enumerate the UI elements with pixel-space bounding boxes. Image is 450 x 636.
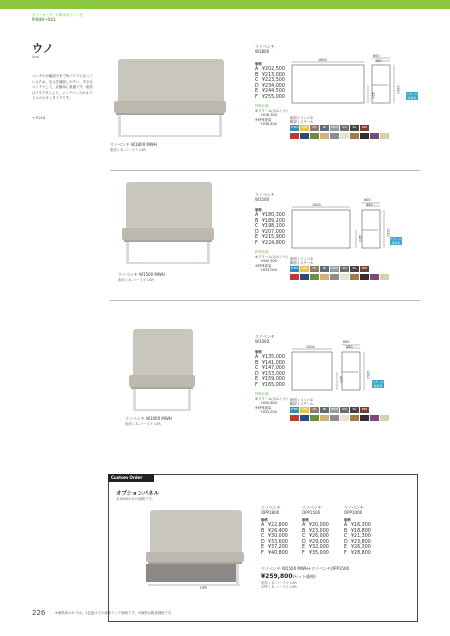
- item3-opt1: ※フラーム(ボルトナ): [255, 397, 288, 401]
- item3-badge: スチール塗装色: [372, 380, 384, 388]
- product-name: ウノ: [32, 42, 54, 55]
- opp1500-price-list: A ¥20,000 B ¥23,000 C ¥26,000 D ¥29,000 E ¥32,000 F ¥35,000: [302, 523, 329, 556]
- item2-opt2-value: +¥33,000: [260, 268, 277, 272]
- item2-color-swatches-bottom: [290, 274, 389, 280]
- item3-price-header: 価格: [255, 350, 262, 354]
- opp1000-price-list: A ¥16,300 B ¥18,800 C ¥21,300 D ¥23,800 E ¥26,300 F ¥28,800: [344, 523, 371, 556]
- item3-sub: 座面 / 本-コーヌケ LSR: [125, 422, 161, 426]
- item1-opt2-value: +¥36,400: [260, 122, 277, 126]
- opp1000-model: ウノベンチ: [344, 505, 364, 510]
- item2-spec2: 脚部 / スチール: [290, 261, 314, 265]
- item1-price-list: A ¥202,500 B ¥213,000 C ¥223,500 D ¥234,000 E ¥244,500 F ¥255,000: [255, 67, 285, 100]
- item3-dim-seat-height: 420: [339, 376, 344, 383]
- bench-w1000-image: [125, 325, 200, 415]
- item2-dim-seat-height: 420: [358, 235, 363, 242]
- item2-opt1-value: +¥40,500: [260, 259, 277, 263]
- item1-price-header: 価格: [255, 62, 262, 66]
- item1-opts-header: 特殊仕様: [255, 104, 269, 108]
- item1-opt1: ※フラーム(ボルトナ): [255, 109, 288, 113]
- item3-color-swatches-top: STEEL ATM ATL BK MWH WH RG BRZ: [290, 408, 368, 411]
- item1-dim-width: 1800: [318, 58, 327, 62]
- item1-dim-depth: 600: [373, 54, 380, 58]
- bench-w1500-image: [118, 178, 218, 268]
- item1-dimension-drawing: [290, 55, 405, 115]
- item2-price-list: A ¥180,300 B ¥189,200 C ¥198,100 D ¥207,000 E ¥215,900 F ¥224,800: [255, 213, 285, 246]
- item1-dim-seat-height: 420: [371, 92, 376, 99]
- item1-color-swatches-bottom: [290, 133, 389, 139]
- item3-opt2-value: +¥32,200: [260, 410, 277, 414]
- opp-label: OPP: [200, 586, 207, 590]
- item3-opt1-value: +¥30,800: [260, 401, 277, 405]
- item3-dim-depth: 600: [343, 340, 350, 344]
- item3-spec2: 脚部 / スチール: [290, 402, 314, 406]
- opp1800-model: ウノベンチ: [261, 505, 281, 510]
- opp1800-price-list: A ¥22,800 B ¥26,400 C ¥30,000 D ¥33,600 E ¥37,200 F ¥40,800: [261, 523, 288, 556]
- combo-sub2: OPP / 本-コーヌケ LSR: [261, 585, 297, 589]
- item1-spec2: 脚部 / スチール: [290, 120, 314, 124]
- item3-size: W1000: [255, 339, 270, 344]
- page-ref: P.040~041: [32, 17, 56, 22]
- item2-badge: スチール塗装色: [390, 237, 402, 245]
- opp1000-price-header: 価格: [344, 518, 351, 522]
- item2-spec1: 座面 / コンパネ: [290, 257, 314, 261]
- opp1800-price-header: 価格: [261, 518, 268, 522]
- item2-opt1: ※フラーム(ボルトナ): [255, 255, 288, 259]
- custom-title: オプションパネル: [116, 491, 160, 497]
- item3-dim-width: 1000: [306, 345, 315, 349]
- item1-color-swatches-top: STEEL ATM ATL BK MWH WH RG BRZ: [290, 126, 368, 129]
- item1-spec1: 座面 / コンパネ: [290, 116, 314, 120]
- product-ref: → P.216: [32, 116, 45, 120]
- item3-color-swatches-bottom: [290, 415, 389, 421]
- series-label: カラーオーダーの際は次ページを: [32, 13, 83, 17]
- combo-sub1: 座面 / 本-コーヌケ LSR: [261, 581, 297, 585]
- item2-opt2: ※特殊塗装: [255, 264, 272, 268]
- item1-model: ウノベンチ: [255, 44, 275, 49]
- divider-2: [110, 300, 420, 301]
- item3-opt2: ※特殊塗装: [255, 406, 272, 410]
- item2-dim-depth2: 450: [366, 203, 373, 207]
- custom-order-tab: Custom Order: [108, 474, 154, 482]
- item3-dim-depth2: 450: [346, 345, 353, 349]
- opp1800-size: OPP1800: [261, 510, 280, 515]
- item3-caption: ウノベンチ W1000 MWH: [125, 416, 172, 421]
- item1-opt1-value: +¥16,300: [260, 113, 277, 117]
- item3-dimension-drawing: [290, 342, 390, 402]
- top-accent-bar: [0, 0, 450, 9]
- item3-opts-header: 特殊仕様: [255, 392, 269, 396]
- opp-bench-image: [140, 508, 250, 588]
- item2-dim-depth: 600: [364, 198, 371, 202]
- opp1000-size: OPP1000: [344, 510, 363, 515]
- item3-price-list: A ¥135,000 B ¥141,000 C ¥147,000 D ¥153,000 E ¥159,000 F ¥165,000: [255, 355, 285, 388]
- item1-size: W1800: [255, 49, 270, 54]
- item1-sub: 座面 / 本-コーヌケ LSR: [110, 148, 146, 152]
- item2-dim-height: 1050: [386, 228, 391, 237]
- page-number: 226: [32, 609, 46, 617]
- item2-color-swatches-top: STEEL ATM ATL BK MWH WH RG BRZ: [290, 267, 368, 270]
- item3-model: ウノベンチ: [255, 334, 275, 339]
- bench-w1800-image: [110, 55, 230, 140]
- item2-size: W1500: [255, 197, 270, 202]
- custom-note: 本1500の分の価格です。: [116, 497, 155, 501]
- opp1500-model: ウノベンチ: [302, 505, 322, 510]
- item1-badge: スチール塗装色: [406, 92, 418, 100]
- item1-dim-height: 1050: [396, 85, 401, 94]
- item2-opts-header: 特殊仕様: [255, 250, 269, 254]
- combo-price: ¥259,800(セット価格): [261, 573, 316, 580]
- item2-sub: 座面 / 本-コーヌケ LSR: [118, 278, 154, 282]
- item1-caption: ウノベンチ W1800 MWH: [110, 142, 157, 147]
- item2-price-header: 価格: [255, 208, 262, 212]
- item1-dim-depth2: 450: [375, 59, 382, 63]
- divider-1: [110, 170, 420, 171]
- footer-note: ※価格表のA~Fは、1色掛けでの価格ランク価格です。※価格は税抜価格です。: [55, 611, 175, 615]
- product-name-en: Uno: [32, 55, 39, 59]
- opp1500-size: OPP1500: [302, 510, 321, 515]
- combo-caption: ウノベンチ W1500 MWH+ウノベンチOPP1500: [261, 566, 350, 571]
- item2-model: ウノベンチ: [255, 192, 275, 197]
- item1-opt2: ※特殊塗装: [255, 118, 272, 122]
- item2-dim-width: 1500: [312, 203, 321, 207]
- item3-dim-height: 1050: [366, 370, 371, 379]
- opp1500-price-header: 価格: [302, 518, 309, 522]
- item3-spec1: 座面 / コンパネ: [290, 398, 314, 402]
- item2-caption: ウノベンチ W1500 MWH: [118, 272, 165, 277]
- product-description: ベンチの台輪部分まで角パイプとなっているため、足元を掃除しやすい。安全なベンチとして、店舗用に最適です。座面はアダプタにより、メンテナンスがオススメのボタンタイプです。: [32, 74, 93, 101]
